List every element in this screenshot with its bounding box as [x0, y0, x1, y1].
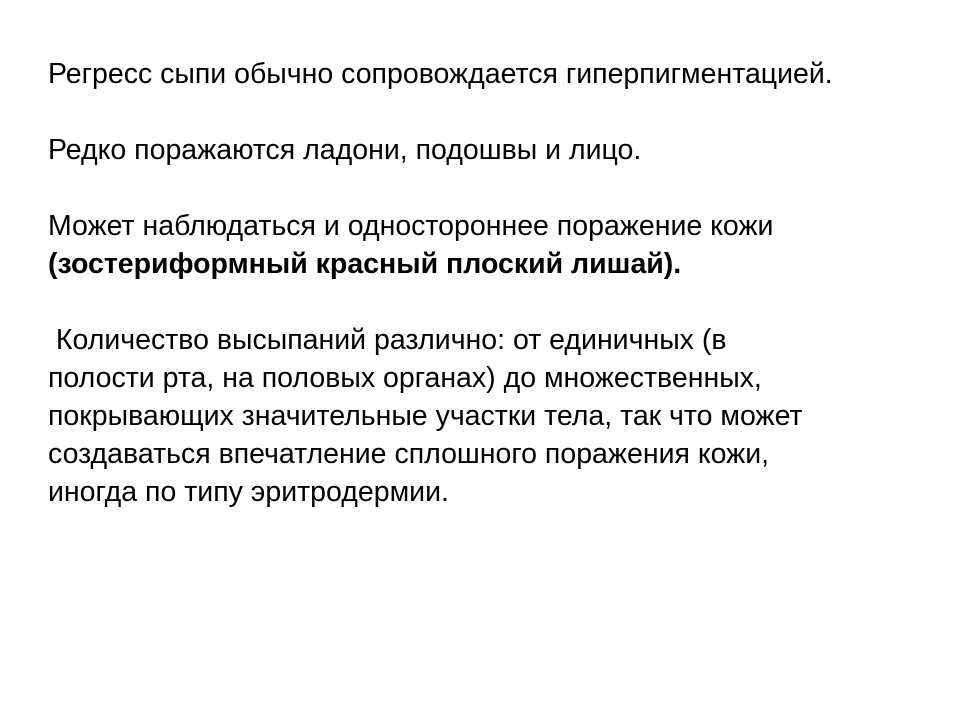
- text-line: покрывающих значительные участки тела, так что может: [48, 400, 803, 432]
- text-line: Регресс сыпи обычно сопровождается гиперпигментацией.: [48, 58, 833, 90]
- text-line: Количество высыпаний различно: от единичных (в: [48, 324, 727, 356]
- text-line: создаваться впечатление сплошного поражения кожи,: [48, 438, 770, 470]
- text-line: Может наблюдаться и одностороннее поражение кожи: [48, 210, 774, 242]
- paragraph-rash-quantity: [48, 321, 928, 511]
- paragraph-unilateral-lesion: [48, 207, 928, 283]
- text-line: полости рта, на половых органах) до множественных,: [48, 362, 762, 394]
- text-line: Редко поражаются ладони, подошвы и лицо.: [48, 134, 642, 166]
- paragraph-hyperpigmentation: [48, 55, 928, 93]
- bold-term-zosteriform: (зостериформный красный плоский лишай).: [48, 248, 682, 280]
- text-line: иногда по типу эритродермии.: [48, 476, 449, 508]
- paragraph-palms-soles-face: [48, 131, 928, 169]
